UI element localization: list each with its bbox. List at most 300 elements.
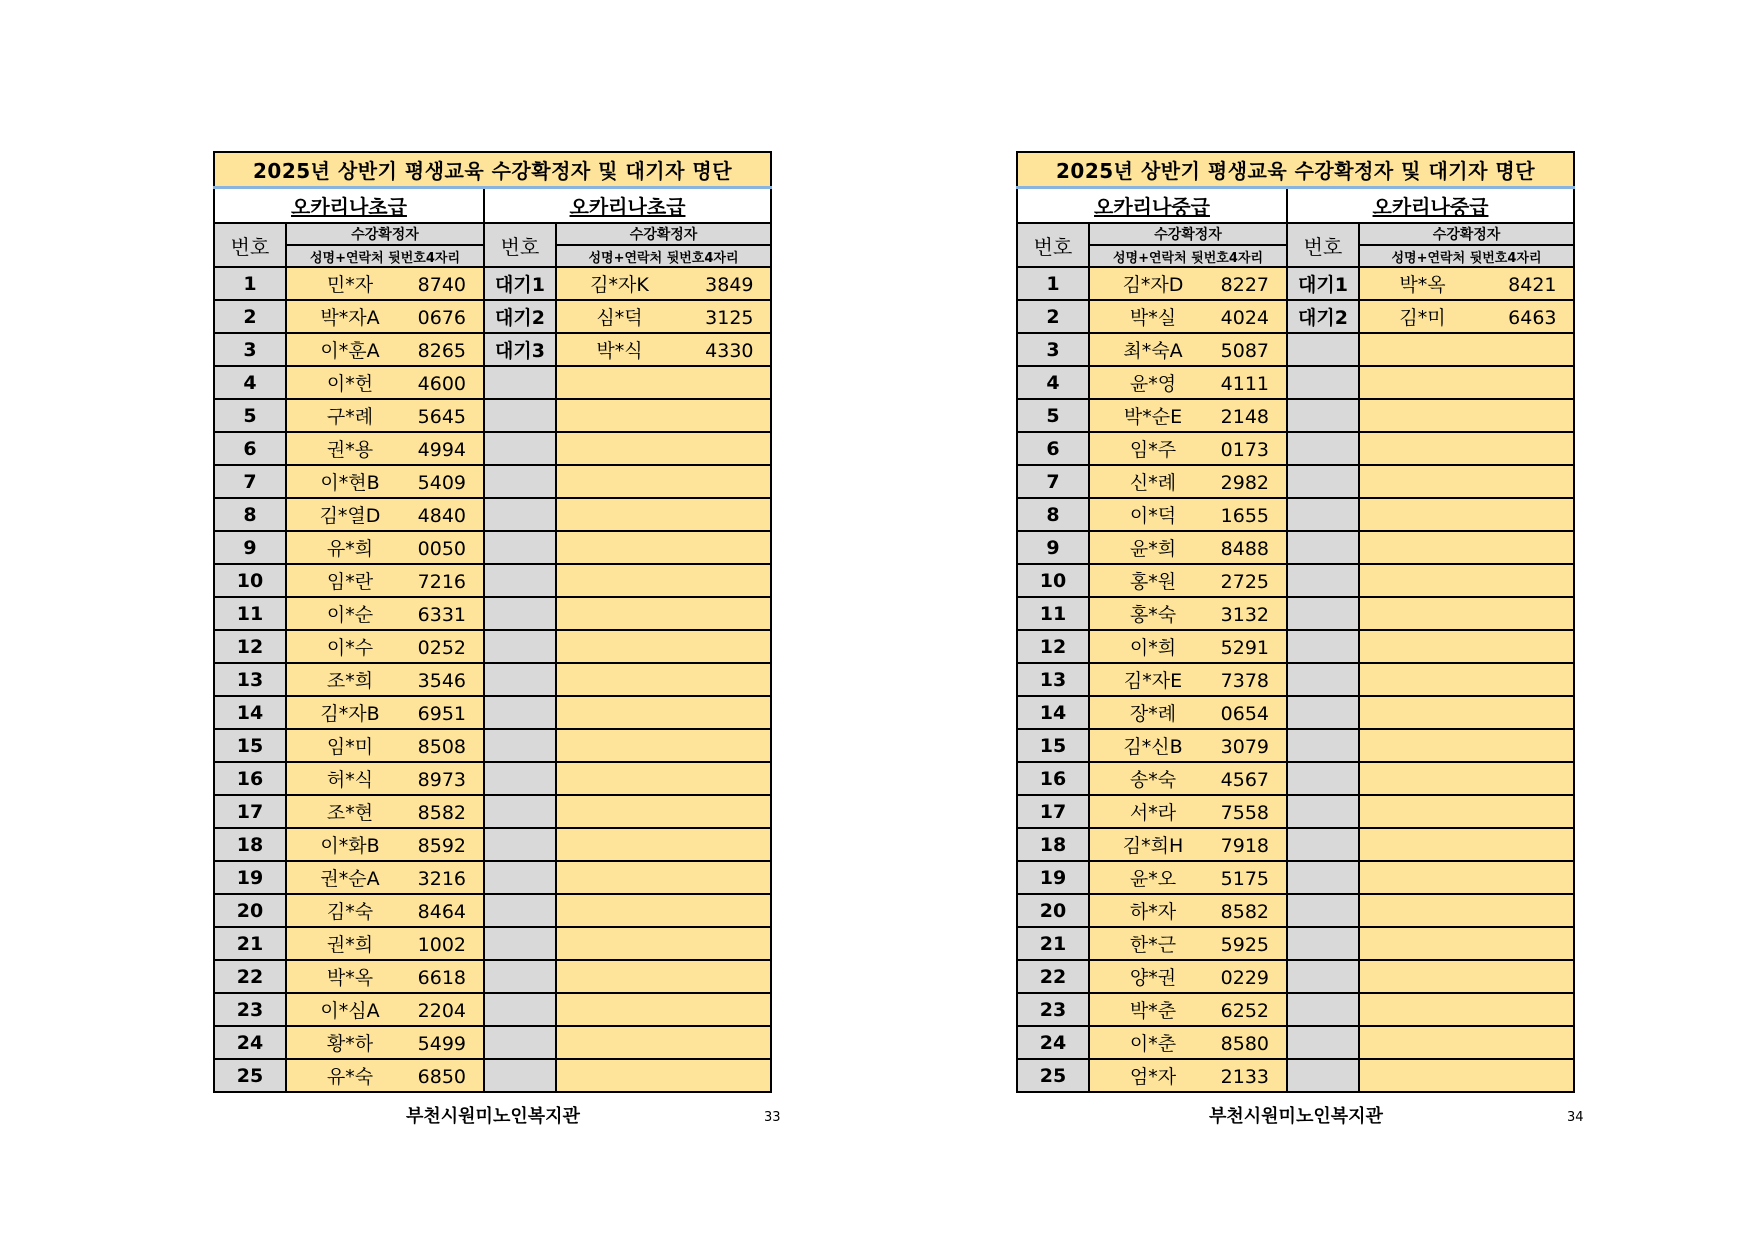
waitlist-number [484,432,556,465]
person-name: 박*자A [320,307,380,329]
phone-last4: 0229 [1220,967,1269,989]
person-name: 김*신B [1123,736,1183,758]
confirmed-entry [286,1026,484,1059]
person-name: 윤*희 [1129,538,1177,560]
waitlist-entry [1359,432,1574,465]
waitlist-number [1287,597,1359,630]
course-name-right: 오카리나중급 [1287,188,1574,224]
person-name: 김*자B [320,703,380,725]
phone-last4: 3546 [417,670,466,692]
row-number: 6 [1017,432,1089,465]
waitlist-number [484,531,556,564]
waitlist-entry [1359,861,1574,894]
table-row [214,762,771,795]
table-row [214,663,771,696]
table-row [1017,597,1574,630]
confirmed-entry [1089,366,1287,399]
right-page [1016,151,1584,1127]
person-name: 박*식 [596,340,643,362]
person-name: 박*순E [1123,406,1183,428]
table-row [214,333,771,366]
waitlist-entry [556,762,771,795]
waitlist-number [1287,333,1359,366]
phone-last4: 3079 [1220,736,1269,758]
confirmed-entry [1089,795,1287,828]
row-number: 14 [214,696,286,729]
waitlist-number [1287,432,1359,465]
person-name: 최*숙A [1123,340,1183,362]
waitlist-entry [1359,696,1574,729]
confirmed-entry [286,432,484,465]
confirmed-subheader: 성명+연락처 뒷번호4자리 [1359,245,1574,267]
phone-last4: 8592 [417,835,466,857]
waitlist-entry [556,630,771,663]
person-name: 홍*숙 [1129,604,1177,626]
table-row [1017,663,1574,696]
table-row [1017,960,1574,993]
waitlist-entry [1359,465,1574,498]
table-row [1017,729,1574,762]
waitlist-entry [1359,333,1574,366]
waitlist-entry [1359,366,1574,399]
waitlist-entry [1359,399,1574,432]
table-row [214,795,771,828]
table-row [1017,267,1574,300]
row-number: 19 [214,861,286,894]
row-number: 25 [214,1059,286,1092]
row-number: 9 [214,531,286,564]
waitlist-number [1287,465,1359,498]
table-row [1017,399,1574,432]
phone-last4: 3216 [417,868,466,890]
confirmed-entry [286,399,484,432]
row-number: 22 [1017,960,1089,993]
person-name: 이*수 [326,637,374,659]
waitlist-entry [556,333,771,366]
phone-last4: 2148 [1220,406,1269,428]
waitlist-number [484,597,556,630]
confirmed-entry [1089,927,1287,960]
row-number: 11 [1017,597,1089,630]
row-number: 24 [1017,1026,1089,1059]
row-number: 17 [214,795,286,828]
phone-last4: 7216 [417,571,466,593]
confirmed-header: 수강확정자 [556,223,771,245]
table-row [1017,333,1574,366]
row-number: 3 [1017,333,1089,366]
person-name: 임*미 [326,736,374,758]
confirmed-entry [1089,696,1287,729]
roster-body [214,267,771,1092]
person-name: 하*자 [1129,901,1177,923]
course-name-left: 오카리나초급 [214,188,484,224]
person-name: 이*덕 [1129,505,1177,527]
waitlist-number [484,366,556,399]
waitlist-number: 대기1 [484,267,556,300]
row-number: 20 [1017,894,1089,927]
confirmed-entry [286,531,484,564]
phone-last4: 1655 [1220,505,1269,527]
waitlist-entry [556,729,771,762]
waitlist-number [484,762,556,795]
person-name: 이*희 [1129,637,1177,659]
table-row [1017,795,1574,828]
waitlist-number [1287,1059,1359,1092]
waitlist-entry [1359,300,1574,333]
row-number: 8 [1017,498,1089,531]
table-row [214,465,771,498]
waitlist-entry [556,432,771,465]
waitlist-number: 대기3 [484,333,556,366]
phone-last4: 4024 [1220,307,1269,329]
person-name: 장*례 [1129,703,1177,725]
row-number: 23 [1017,993,1089,1026]
table-row [214,696,771,729]
waitlist-number [1287,1026,1359,1059]
table-row [1017,927,1574,960]
person-name: 양*권 [1129,967,1177,989]
confirmed-entry [1089,267,1287,300]
waitlist-entry [1359,729,1574,762]
confirmed-entry [286,828,484,861]
phone-last4: 0050 [417,538,466,560]
person-name: 신*례 [1129,472,1177,494]
table-row [214,399,771,432]
person-name: 조*희 [326,670,374,692]
waitlist-entry [1359,828,1574,861]
number-header: 번호 [484,223,556,267]
waitlist-entry [556,993,771,1026]
row-number: 4 [1017,366,1089,399]
table-row [1017,861,1574,894]
row-number: 14 [1017,696,1089,729]
phone-last4: 0252 [417,637,466,659]
waitlist-entry [1359,498,1574,531]
waitlist-number [1287,663,1359,696]
table-row [214,300,771,333]
row-number: 2 [214,300,286,333]
waitlist-entry [1359,663,1574,696]
confirmed-entry [1089,894,1287,927]
waitlist-entry [1359,1026,1574,1059]
confirmed-entry [1089,861,1287,894]
phone-last4: 6463 [1508,307,1557,329]
waitlist-number [484,861,556,894]
person-name: 윤*오 [1129,868,1177,890]
confirmed-entry [286,960,484,993]
phone-last4: 5925 [1220,934,1269,956]
table-row [1017,465,1574,498]
phone-last4: 2725 [1220,571,1269,593]
confirmed-entry [286,498,484,531]
number-header: 번호 [214,223,286,267]
phone-last4: 4111 [1220,373,1269,395]
table-row [214,498,771,531]
waitlist-entry [556,960,771,993]
person-name: 이*순 [326,604,374,626]
phone-last4: 8582 [1220,901,1269,923]
table-row [214,630,771,663]
confirmed-entry [286,861,484,894]
waitlist-entry [556,663,771,696]
course-name-left: 오카리나중급 [1017,188,1287,224]
phone-last4: 5291 [1220,637,1269,659]
person-name: 윤*영 [1129,373,1177,395]
roster-table-right [1016,151,1575,1093]
table-row [1017,762,1574,795]
table-row [214,531,771,564]
table-row [1017,1026,1574,1059]
confirmed-header: 수강확정자 [1089,223,1287,245]
phone-last4: 8227 [1220,274,1269,296]
confirmed-entry [286,993,484,1026]
waitlist-entry [556,564,771,597]
waitlist-entry [1359,795,1574,828]
person-name: 조*현 [326,802,374,824]
phone-last4: 8464 [417,901,466,923]
phone-last4: 7918 [1220,835,1269,857]
roster-body [1017,267,1574,1092]
person-name: 김*희H [1122,835,1184,857]
table-row [1017,696,1574,729]
confirmed-entry [286,894,484,927]
person-name: 김*자D [1122,274,1184,296]
row-number: 17 [1017,795,1089,828]
page-number: 33 [764,1110,781,1125]
confirmed-entry [286,267,484,300]
person-name: 이*현B [320,472,380,494]
waitlist-number [484,465,556,498]
waitlist-entry [1359,960,1574,993]
phone-last4: 8421 [1508,274,1557,296]
waitlist-entry [1359,894,1574,927]
phone-last4: 4994 [417,439,466,461]
confirmed-entry [1089,1026,1287,1059]
waitlist-number [1287,828,1359,861]
row-number: 22 [214,960,286,993]
person-name: 서*라 [1129,802,1177,824]
table-row [214,1026,771,1059]
confirmed-entry [1089,465,1287,498]
person-name: 홍*원 [1129,571,1177,593]
table-row [214,729,771,762]
person-name: 송*숙 [1129,769,1177,791]
row-number: 3 [214,333,286,366]
waitlist-number [1287,894,1359,927]
confirmed-entry [286,1059,484,1092]
waitlist-number [1287,564,1359,597]
waitlist-number [484,630,556,663]
confirmed-entry [1089,729,1287,762]
row-number: 2 [1017,300,1089,333]
waitlist-number [484,927,556,960]
phone-last4: 8488 [1220,538,1269,560]
person-name: 이*심A [320,1000,380,1022]
person-name: 김*숙 [326,901,374,923]
person-name: 이*춘 [1129,1033,1177,1055]
waitlist-number: 대기2 [1287,300,1359,333]
phone-last4: 0676 [417,307,466,329]
waitlist-number [484,696,556,729]
person-name: 이*화B [320,835,380,857]
roster-table-left [213,151,772,1093]
table-row [214,432,771,465]
number-header: 번호 [1287,223,1359,267]
table-title: 2025년 상반기 평생교육 수강확정자 및 대기자 명단 [1017,152,1574,188]
phone-last4: 8265 [417,340,466,362]
confirmed-entry [286,366,484,399]
row-number: 13 [214,663,286,696]
left-page [213,151,781,1127]
phone-last4: 7558 [1220,802,1269,824]
footer-organization: 부천시원미노인복지관 [1209,1106,1383,1127]
row-number: 7 [214,465,286,498]
table-row [1017,366,1574,399]
phone-last4: 5409 [417,472,466,494]
table-row [214,993,771,1026]
waitlist-entry [1359,762,1574,795]
confirmed-entry [1089,993,1287,1026]
person-name: 민*자 [326,274,374,296]
phone-last4: 4840 [417,505,466,527]
person-name: 박*춘 [1129,1000,1177,1022]
waitlist-number [1287,861,1359,894]
confirmed-entry [286,630,484,663]
waitlist-number [1287,993,1359,1026]
phone-last4: 4600 [417,373,466,395]
waitlist-number [484,828,556,861]
waitlist-entry [556,267,771,300]
waitlist-number [1287,498,1359,531]
person-name: 유*숙 [326,1066,374,1088]
table-row [1017,828,1574,861]
confirmed-entry [286,300,484,333]
waitlist-entry [556,366,771,399]
row-number: 10 [214,564,286,597]
phone-last4: 3849 [705,274,754,296]
phone-last4: 5087 [1220,340,1269,362]
row-number: 15 [1017,729,1089,762]
waitlist-entry [556,597,771,630]
waitlist-number [484,729,556,762]
confirmed-entry [286,927,484,960]
waitlist-number [1287,960,1359,993]
waitlist-number [484,894,556,927]
confirmed-entry [1089,333,1287,366]
confirmed-header: 수강확정자 [286,223,484,245]
table-row [1017,432,1574,465]
row-number: 16 [1017,762,1089,795]
waitlist-entry [556,927,771,960]
waitlist-number [1287,795,1359,828]
person-name: 김*열D [319,505,381,527]
table-row [214,564,771,597]
table-row [214,960,771,993]
confirmed-entry [1089,663,1287,696]
table-row [1017,564,1574,597]
row-number: 21 [1017,927,1089,960]
waitlist-entry [556,399,771,432]
confirmed-entry [1089,597,1287,630]
row-number: 12 [1017,630,1089,663]
row-number: 16 [214,762,286,795]
phone-last4: 6618 [417,967,466,989]
phone-last4: 8580 [1220,1033,1269,1055]
waitlist-entry [556,465,771,498]
phone-last4: 8740 [417,274,466,296]
confirmed-subheader: 성명+연락처 뒷번호4자리 [1089,245,1287,267]
table-row [214,366,771,399]
person-name: 박*옥 [1399,274,1446,296]
waitlist-number [1287,762,1359,795]
table-row [214,1059,771,1092]
row-number: 11 [214,597,286,630]
number-header: 번호 [1017,223,1089,267]
phone-last4: 4567 [1220,769,1269,791]
table-row [214,927,771,960]
waitlist-number [1287,696,1359,729]
person-name: 박*실 [1129,307,1177,329]
row-number: 18 [1017,828,1089,861]
person-name: 이*훈A [320,340,380,362]
person-name: 권*순A [320,868,380,890]
row-number: 1 [1017,267,1089,300]
table-row [214,828,771,861]
waitlist-entry [556,300,771,333]
confirmed-entry [286,465,484,498]
confirmed-entry [286,795,484,828]
waitlist-entry [1359,267,1574,300]
confirmed-entry [286,762,484,795]
confirmed-header: 수강확정자 [1359,223,1574,245]
waitlist-entry [556,498,771,531]
waitlist-entry [1359,1059,1574,1092]
row-number: 19 [1017,861,1089,894]
phone-last4: 2982 [1220,472,1269,494]
waitlist-number [484,993,556,1026]
person-name: 임*주 [1129,439,1177,461]
confirmed-entry [286,663,484,696]
confirmed-entry [286,333,484,366]
confirmed-entry [1089,498,1287,531]
waitlist-entry [1359,531,1574,564]
confirmed-subheader: 성명+연락처 뒷번호4자리 [556,245,771,267]
table-row [1017,993,1574,1026]
person-name: 김*자E [1123,670,1183,692]
row-number: 9 [1017,531,1089,564]
confirmed-entry [286,597,484,630]
row-number: 18 [214,828,286,861]
waitlist-entry [556,1026,771,1059]
waitlist-entry [556,795,771,828]
waitlist-entry [556,861,771,894]
confirmed-entry [1089,432,1287,465]
waitlist-entry [1359,564,1574,597]
table-row [1017,630,1574,663]
waitlist-number [1287,927,1359,960]
person-name: 이*헌 [326,373,374,395]
row-number: 6 [214,432,286,465]
confirmed-entry [1089,564,1287,597]
confirmed-entry [1089,1059,1287,1092]
phone-last4: 5645 [417,406,466,428]
phone-last4: 8973 [417,769,466,791]
row-number: 21 [214,927,286,960]
waitlist-entry [556,894,771,927]
waitlist-number [484,564,556,597]
waitlist-number [1287,630,1359,663]
phone-last4: 4330 [705,340,754,362]
